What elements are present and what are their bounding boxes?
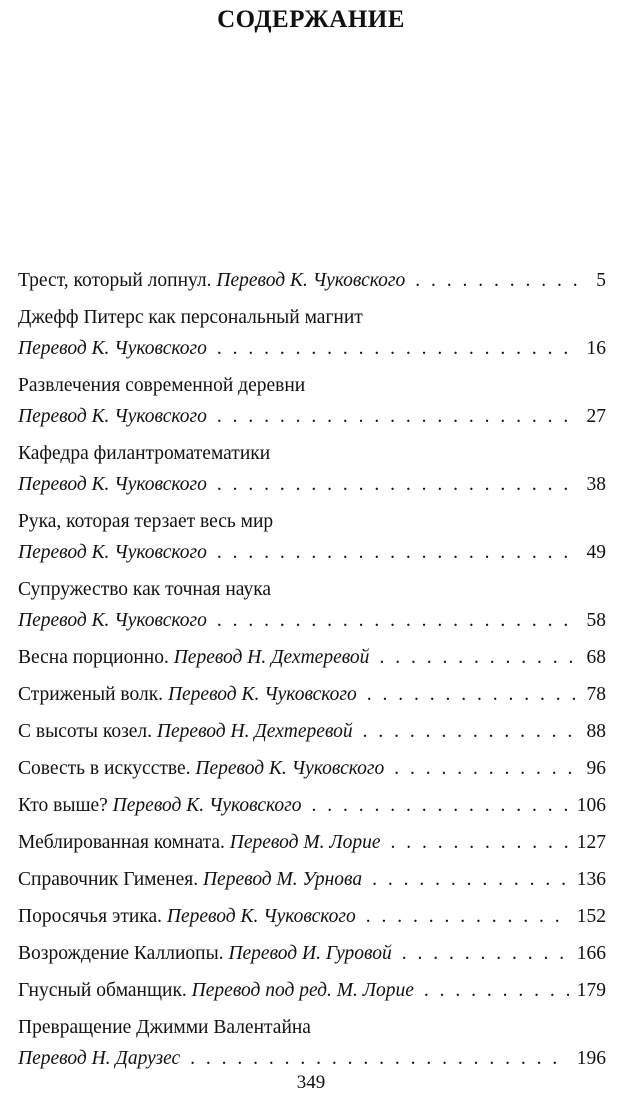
toc-entry-page: 166 (576, 943, 606, 964)
toc-entry-label (18, 537, 207, 568)
dot-leader (390, 827, 568, 858)
toc-entry-label (18, 753, 384, 784)
toc-entry-translator: Перевод К. Чуковского (195, 758, 385, 779)
toc-entry-page: 88 (586, 721, 606, 742)
toc-entry-label (18, 790, 302, 821)
toc-entry-page: 16 (586, 338, 606, 359)
toc-entry-translator: Перевод Н. Дехтеревой (173, 647, 370, 668)
toc-entry-translator: Перевод К. Чуковского (18, 474, 207, 495)
toc-entry-title: Превращение Джимми Валентайна (18, 1017, 311, 1038)
toc-entry-translator: Перевод М. Лорие (229, 832, 381, 853)
toc-entry-translator: Перевод К. Чуковского (18, 406, 207, 427)
toc-entry-page: 196 (576, 1048, 606, 1069)
toc-entry-title: Супружество как точная наука (18, 579, 272, 600)
toc-entry (18, 438, 606, 500)
dot-leader (217, 605, 579, 636)
toc-entry-page: 136 (576, 869, 606, 890)
toc-entry-page: 68 (586, 647, 606, 668)
dot-leader (217, 401, 579, 432)
toc-entry (18, 574, 606, 636)
toc-entry (18, 716, 606, 747)
toc-entry (18, 679, 606, 710)
toc-entry (18, 302, 606, 364)
toc-entry-title: Кафедра филантроматематики (18, 443, 271, 464)
toc-entry-page: 127 (576, 832, 606, 853)
toc-entry-translator: Перевод под ред. М. Лорие (191, 980, 414, 1001)
toc-entry-translator: Перевод Н. Дарузес (18, 1048, 181, 1069)
dot-leader (379, 642, 578, 673)
toc-entry-title: Джефф Питерс как персональный магнит (18, 307, 363, 328)
dot-leader (394, 753, 578, 784)
toc-entry-title: Меблированная комната. (18, 832, 225, 853)
toc-entry-translator: Перевод К. Чуковского (18, 542, 207, 563)
dot-leader (372, 864, 569, 895)
toc-entry-title: Рука, которая терзает весь мир (18, 511, 274, 532)
toc-entry-label (18, 605, 207, 636)
toc-entry-page: 152 (576, 906, 606, 927)
toc-entry (18, 827, 606, 858)
toc-entry-title: Возрождение Каллиопы. (18, 943, 224, 964)
toc-entry-label (18, 642, 369, 673)
toc-entry-title: С высоты козел. (18, 721, 153, 742)
dot-leader (402, 938, 569, 969)
dot-leader (217, 537, 579, 568)
toc-entry-page: 78 (586, 684, 606, 705)
toc-entry-translator: Перевод М. Урнова (202, 869, 363, 890)
toc-entry-page: 27 (586, 406, 606, 427)
toc-entry-label (18, 265, 405, 296)
toc-entry-label (18, 469, 207, 500)
toc-entry-label (18, 1043, 180, 1074)
toc-entry-translator: Перевод К. Чуковского (167, 684, 357, 705)
toc-entry (18, 1012, 606, 1074)
dot-leader (363, 716, 579, 747)
toc-entry-page: 106 (576, 795, 606, 816)
toc-entry-page: 49 (586, 542, 606, 563)
toc-entry-title: Справочник Гименея. (18, 869, 199, 890)
dot-leader (424, 975, 569, 1006)
toc-entry-title: Кто выше? (18, 795, 108, 816)
toc-entry-title: Гнусный обманщик. (18, 980, 187, 1001)
toc-entry (18, 370, 606, 432)
page-title: СОДЕРЖАНИЕ (217, 6, 405, 33)
page-number: 349 (296, 1072, 326, 1093)
toc-entry-translator: Перевод К. Чуковского (166, 906, 356, 927)
toc-entry-translator: Перевод К. Чуковского (216, 270, 406, 291)
toc-entry (18, 506, 606, 568)
dot-leader (217, 469, 579, 500)
dot-leader (190, 1043, 569, 1074)
toc-entry (18, 864, 606, 895)
toc-entry-title: Развлечения современной деревни (18, 375, 306, 396)
toc-entry-label (18, 827, 380, 858)
toc-entry-translator: Перевод И. Гуровой (228, 943, 392, 964)
toc-entry-page: 38 (586, 474, 606, 495)
toc-entry (18, 753, 606, 784)
toc-entry (18, 642, 606, 673)
dot-leader (366, 901, 569, 932)
dot-leader (312, 790, 569, 821)
toc-entry-page: 5 (596, 270, 606, 291)
dot-leader (367, 679, 579, 710)
toc-entry-page: 179 (576, 980, 606, 1001)
toc-entry-title: Поросячья этика. (18, 906, 163, 927)
table-of-contents (18, 265, 606, 1080)
toc-entry-title: Совесть в искусстве. (18, 758, 191, 779)
toc-entry-translator: Перевод К. Чуковского (18, 338, 207, 359)
toc-entry-page: 96 (586, 758, 606, 779)
toc-entry-translator: Перевод К. Чуковского (112, 795, 302, 816)
toc-entry-title: Стриженый волк. (18, 684, 164, 705)
toc-entry (18, 901, 606, 932)
toc-entry-page: 58 (586, 610, 606, 631)
toc-entry (18, 790, 606, 821)
toc-entry (18, 265, 606, 296)
toc-entry (18, 975, 606, 1006)
toc-entry (18, 938, 606, 969)
toc-entry-translator: Перевод К. Чуковского (18, 610, 207, 631)
dot-leader (217, 333, 579, 364)
toc-entry-translator: Перевод Н. Дехтеревой (156, 721, 353, 742)
toc-entry-label (18, 975, 414, 1006)
toc-entry-label (18, 679, 357, 710)
toc-entry-title: Трест, который лопнул. (18, 270, 212, 291)
toc-entry-label (18, 333, 207, 364)
toc-entry-label (18, 938, 392, 969)
toc-entry-label (18, 901, 356, 932)
toc-entry-label (18, 864, 362, 895)
toc-entry-title: Весна порционно. (18, 647, 169, 668)
dot-leader (415, 265, 588, 296)
toc-entry-label (18, 716, 353, 747)
toc-entry-label (18, 401, 207, 432)
